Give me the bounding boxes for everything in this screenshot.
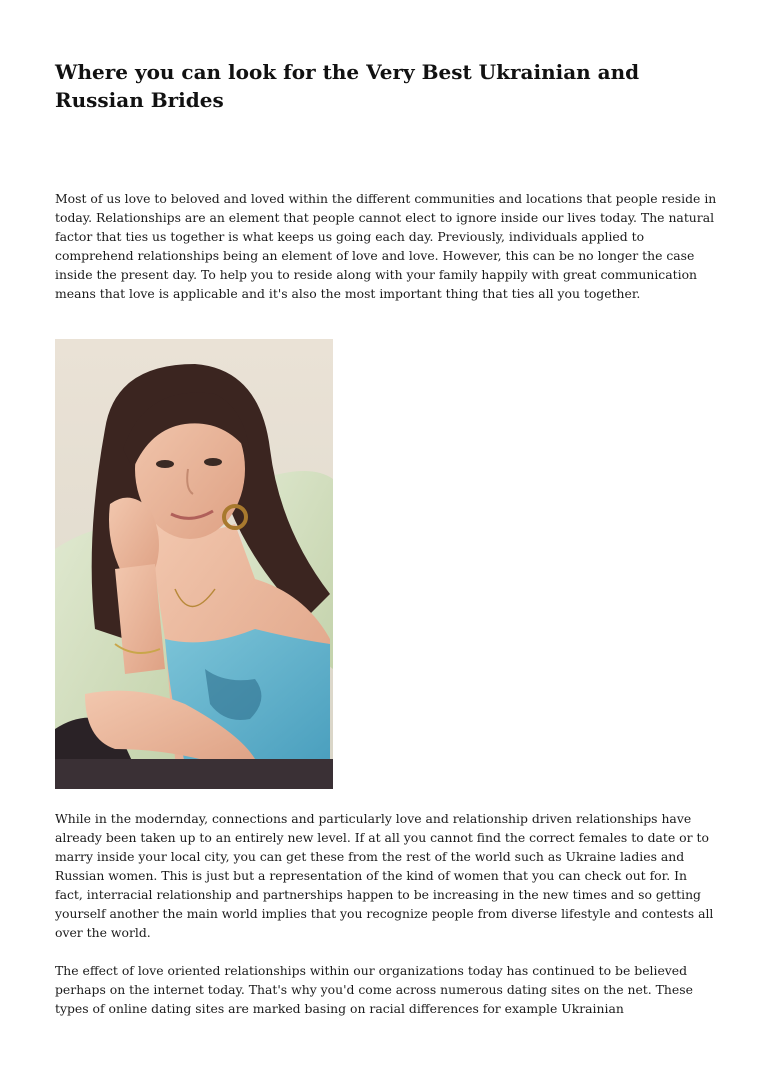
paragraph-intro: Most of us love to beloved and loved within the different communities and locations that people reside in today. Relationships are an element that people cannot elect to ignore inside our lives today. The natural factor that ties us together is what keeps us going each day. Previously, individuals applied to comprehend relationships being an element of love and love. However, this can be no longer the case inside the present day. To help you to reside along with your family happily with great communication means that love is applicable and it's also the most important thing that ties all you together. [55,191,717,301]
paragraph-effect: The effect of love oriented relationships within our organizations today has continued to be believed perhaps on the internet today. That's why you'd come across numerous dating sites on the net. These types of online dating sites are marked basing on racial differences for example Ukrainian [55,963,693,1016]
portrait-photo [55,339,333,789]
document-title: Where you can look for the Very Best Ukrainian and Russian Brides [55,60,640,112]
paragraph-modernday: While in the modernday, connections and particularly love and relationship driven relationships have already been taken up to an entirely new level. If at all you cannot find the correct females to date or to marry inside your local city, you can get these from the rest of the world such as Ukraine ladies and Russian women. This is just but a representation of the kind of women that you can check out for. In fact, interracial relationship and partnerships happen to be increasing in the new times and so getting yourself another the main world implies that you recognize people from diverse lifestyle and contests all over the world. [55,811,714,940]
